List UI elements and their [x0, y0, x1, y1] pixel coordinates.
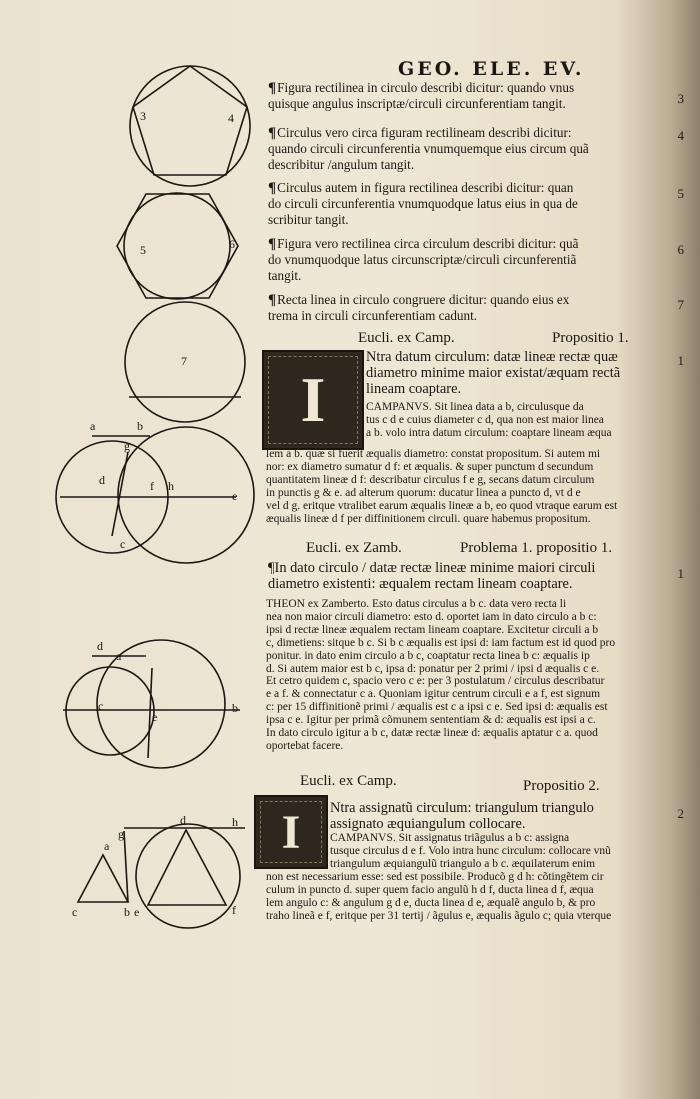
def-line: trema in circuli circunferentiam cadunt.	[268, 308, 478, 324]
fig-label: e	[152, 710, 158, 724]
fig-label: 3	[140, 109, 146, 123]
decorated-initial	[262, 350, 364, 450]
problem1-enunciation: ¶In dato circulo / datæ rectæ lineæ minime maiori circuli diametro existenti: æqualem rectam lineam coaptare.	[268, 560, 596, 592]
margin-number: 7	[677, 297, 684, 312]
prop2-enunciation: Ntra assignatũ circulum: triangulum triangulo assignato æquiangulum collocare.	[330, 800, 594, 832]
fig-label: 4	[228, 111, 234, 125]
fig-label: h	[168, 479, 174, 493]
fig-label: d	[99, 473, 105, 487]
def-line: quisque angulus inscriptæ/circuli circunferentiam tangit.	[268, 96, 566, 112]
prop1-source: Eucli. ex Camp.	[358, 330, 455, 346]
fig-label: a	[90, 419, 96, 433]
fig-label: 6	[229, 237, 235, 251]
margin-number: 3	[677, 91, 684, 106]
definition-4: ¶Circulus vero circa figuram rectilineam describi dicitur: quando circuli circunferentia vnumquemque eius circum quã describitur /angulum tangit.	[268, 125, 673, 172]
margin-number: 1	[677, 566, 684, 581]
fig-label: g	[118, 827, 124, 841]
fig-label: c	[98, 699, 104, 713]
fig-label: a	[104, 839, 110, 853]
problem1-source: Eucli. ex Zamb.	[306, 540, 402, 556]
def-line: Recta linea in circulo congruere dicitur: quando eius ex	[277, 292, 570, 307]
margin-number: 6	[677, 242, 684, 257]
fig-label: c	[72, 905, 78, 919]
circle-3-4	[130, 66, 250, 186]
fig-label: b	[124, 905, 130, 919]
fig-label: e	[134, 905, 140, 919]
prop1-title: Propositio 1.	[552, 330, 629, 346]
hexagon	[117, 194, 238, 298]
prop1-campanus-top: CAMPANVS. Sit linea data a b, circulusque da tus c d e cuius diameter c d, qua non est maior linea a b. volo intra datum circulum: coaptare lineam æqua	[366, 401, 612, 439]
prop2-campanus-top: CAMPANVS. Sit assignatus triãgulus a b c: assigna tusque circulus d e f. Volo intra hunc circulum: collocare vnũ triangulum æquiangulũ triangulo a b c. æquilaterum enim	[330, 832, 611, 870]
def-line: do circuli circunferentia vnumquodque latus eius in qua de	[268, 196, 578, 212]
def-line: tangit.	[268, 267, 302, 283]
problem1-title: Problema 1. propositio 1.	[460, 540, 613, 556]
prop2-title: Propositio 2.	[523, 778, 600, 794]
definition-3: ¶Figura rectilinea in circulo describi dicitur: quando vnus quisque angulus inscriptæ/circuli circunferentiam tangit.	[268, 80, 673, 112]
def-line: Circulus vero circa figuram rectilineam describi dicitur:	[277, 125, 572, 140]
definition-7: ¶Recta linea in circulo congruere dicitur: quando eius ex trema in circuli circunferentiam cadunt.	[268, 292, 673, 324]
def-line: Figura vero rectilinea circa circulum describi dicitur: quã	[277, 236, 579, 251]
fig-label: 7	[181, 354, 187, 368]
geometry-figures	[0, 0, 260, 960]
prop1-enunciation: Ntra datum circulum: datæ lineæ rectæ quæ diametro minime maior existat/æquam rectã lineam coaptare.	[366, 349, 621, 397]
def-line: Circulus autem in figura rectilinea describi dicitur: quan	[277, 180, 574, 195]
fig-label: h	[232, 815, 238, 829]
decorated-initial	[254, 795, 328, 869]
fig-label: e	[232, 489, 238, 503]
problem1-theon: THEON ex Zamberto. Esto datus circulus a b c. data vero recta li nea non maior circuli diametro: esto d. oportet iam in dato circulo a b c: ipsi d rectæ lineæ æqualem rectam lineam coaptare. Excitetur circuli a b c, dimetiens: sitque b c. Si b c æqualis est ipsi d: iam factum est id quod pro ponitur. in dato enim circulo a b c, coaptatur recta linea b c: æqualis ip d. Si autem maior est b c, ipsa d: ponatur per 2 primi / ipsi d æqualis c e. Et cetro quidem c, spacio vero c e: per 3 postulatum / circulus describatur e a f. & connectatur c a. Quoniam igitur centrum circuli e a f, est signum c: per 15 diffinitionẽ primi / æqualis est c a ipsi c e. Sed ipsi d: æqualis est ipsa c e. Igitur per primã cõmunem sententiam & d: æqualis est ipsi a c. In dato circulo igitur a b c, datæ rectæ lineæ d: æqualis aptatur c a. quod oportebat facere.	[266, 598, 616, 752]
fig-label: f	[150, 479, 154, 493]
margin-number: 2	[677, 806, 684, 821]
margin-number: 5	[677, 186, 684, 201]
prop2-campanus: non est necessarium esse: sed est possibile. Producõ g d h: cõtingẽtem cir culum in puncto d. super quem facio angulũ h d f, ducta linea d f, æqua lem angulo c: & angulum g d e, ducta linea d e, æqualẽ angulo b, & pro traho lineã e f, eritque per 31 tertij / ãgulus e, æqualis ãgulo c; quia vterque	[266, 871, 612, 922]
def-line: quando circuli circunferentia vnumquemque eius circum quã	[268, 141, 589, 157]
prop2-source: Eucli. ex Camp.	[300, 773, 397, 789]
fig-label: d	[180, 813, 186, 827]
fig-label: a	[116, 649, 122, 663]
fig-label: d	[97, 639, 103, 653]
fig-label: f	[232, 903, 236, 917]
margin-number: 4	[677, 128, 684, 143]
def-line: describitur /angulum tangit.	[268, 156, 415, 172]
fig-label: c	[120, 537, 126, 551]
initial-letter: I	[281, 805, 301, 859]
def-line: do vnumquodque latus circunscriptæ/circuli circunferentiã	[268, 252, 577, 268]
definition-5: ¶Circulus autem in figura rectilinea describi dicitur: quan do circuli circunferentia vnumquodque latus eius in qua de scribitur tangit.	[268, 180, 673, 227]
definition-6: ¶Figura vero rectilinea circa circulum describi dicitur: quã do vnumquodque latus circunscriptæ/circuli circunferentiã tangit.	[268, 236, 673, 283]
fig-label: g	[124, 439, 130, 453]
fig-label: b	[232, 701, 238, 715]
initial-letter: I	[300, 364, 326, 435]
def-line: scribitur tangit.	[268, 211, 349, 227]
margin-number: 1	[677, 353, 684, 368]
def-line: Figura rectilinea in circulo describi dicitur: quando vnus	[277, 80, 575, 95]
fig-label: b	[137, 419, 143, 433]
running-head: GEO. ELE. EV.	[398, 58, 585, 80]
fig-label: 5	[140, 243, 146, 257]
prop1-campanus: lem a b. quæ si fuerit æqualis diametro: constat propositum. Si autem mi nor: ex diametro sumatur d f: et æqualis. & super punctum d secundum quantitatem lineæ d f: describatur circulus f e g, secans datum circulum in punctis g & e. ad alterum quorum: ducatur linea a puncto d, vt d e vel d g. eritque vtralibet earum æqualis lineæ a b, eo quod vtraque earum est æqualis lineæ d f per diffinitionem circuli. quare habemus propositum.	[266, 448, 618, 525]
